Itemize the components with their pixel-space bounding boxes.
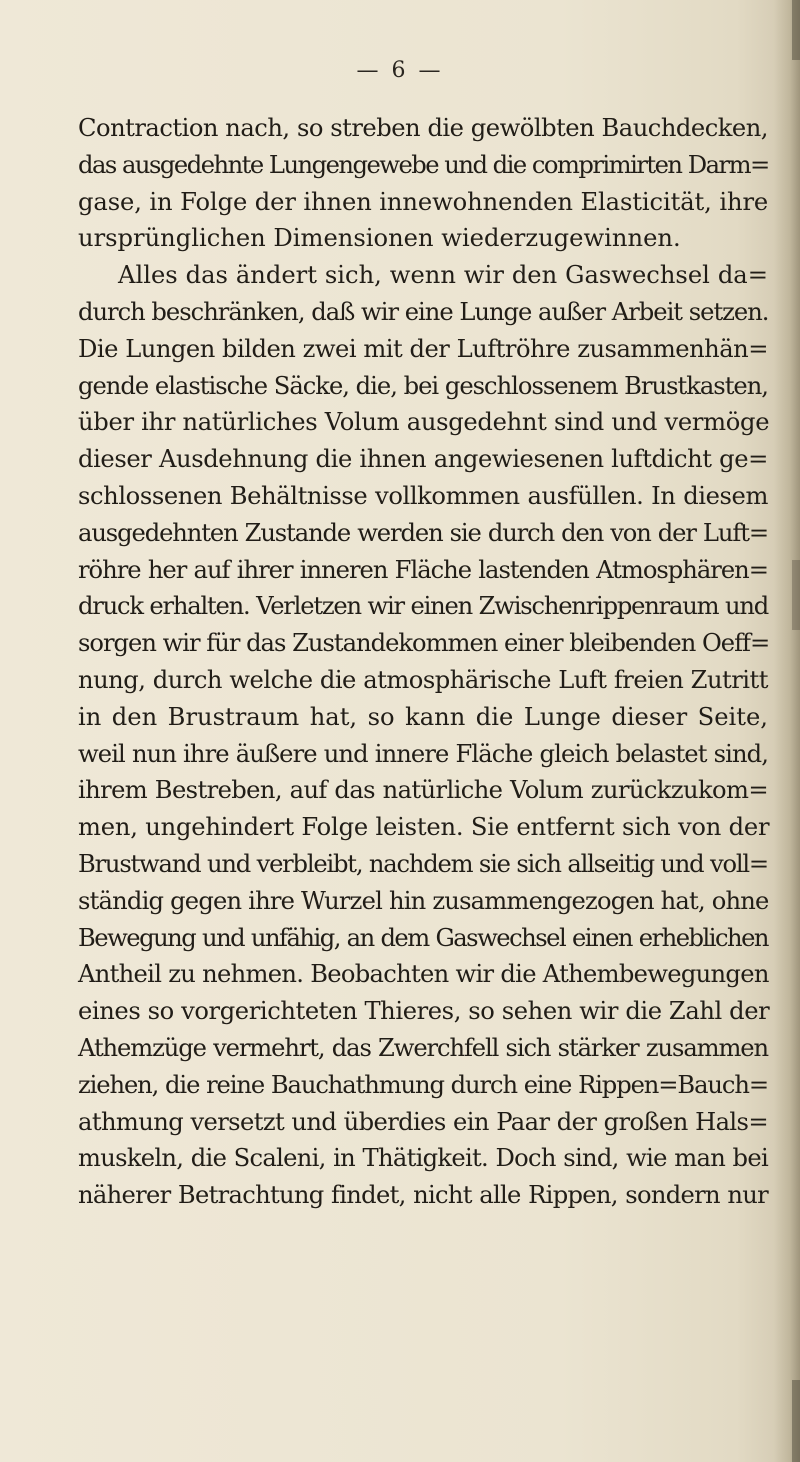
text-line: athmung versetzt und überdies ein Paar der großen Hals= [78, 1107, 768, 1136]
text-line: durch beschränken, daß wir eine Lunge außer Arbeit setzen. [78, 297, 769, 326]
text-line: ausgedehnten Zustande werden sie durch den von der Luft= [78, 518, 768, 547]
text-line: sorgen wir für das Zustandekommen einer bleibenden Oeff= [78, 629, 770, 658]
text-line: ihrem Bestreben, auf das natürliche Volum zurückzukom= [78, 776, 768, 805]
text-line: dieser Ausdehnung die ihnen angewiesenen luftdicht ge= [78, 445, 768, 474]
text-line: eines so vorgerichteten Thieres, so sehen wir die Zahl der [78, 997, 770, 1026]
text-line: das ausgedehnte Lungengewebe und die comprimirten Darm= [78, 150, 769, 179]
text-line: Die Lungen bilden zwei mit der Luftröhre zusammenhän= [78, 334, 768, 363]
text-line: ursprünglichen Dimensionen wiederzugewinnen. [78, 224, 681, 253]
text-line: über ihr natürliches Volum ausgedehnt sind und vermöge [78, 408, 770, 437]
text-line: druck erhalten. Verletzen wir einen Zwischenrippenraum und [78, 592, 768, 621]
text-line: Alles das ändert sich, wenn wir den Gaswechsel da= [118, 261, 768, 290]
text-line: gase, in Folge der ihnen innewohnenden Elasticität, ihre [78, 187, 769, 216]
text-line: ständig gegen ihre Wurzel hin zusammengezogen hat, ohne [78, 886, 769, 915]
edge-mark [792, 560, 800, 630]
text-line: men, ungehindert Folge leisten. Sie entfernt sich von der [78, 813, 770, 842]
text-line: näherer Betrachtung findet, nicht alle Rippen, sondern nur [78, 1181, 768, 1210]
text-line: Brustwand und verbleibt, nachdem sie sich allseitig und voll= [78, 849, 768, 878]
text-line: in den Brustraum hat, so kann die Lunge dieser Seite, [78, 702, 768, 731]
text-line: nung, durch welche die atmosphärische Luft freien Zutritt [78, 665, 768, 694]
text-line: gende elastische Säcke, die, bei geschlossenem Brustkasten, [78, 371, 768, 400]
text-line: Antheil zu nehmen. Beobachten wir die Athembewegungen [78, 960, 769, 989]
edge-mark [792, 1380, 800, 1462]
text-line: röhre her auf ihrer inneren Fläche lastenden Atmosphären= [78, 555, 768, 584]
text-body [78, 110, 768, 1214]
text-line: Bewegung und unfähig, an dem Gaswechsel einen erheblichen [78, 923, 768, 952]
text-line: weil nun ihre äußere und innere Fläche gleich belastet sind, [78, 739, 768, 768]
page-edge-shadow [774, 0, 800, 1462]
page-number: — 6 — [356, 58, 444, 83]
text-line: Athemzüge vermehrt, das Zwerchfell sich stärker zusammen [78, 1033, 768, 1062]
edge-mark [792, 0, 800, 60]
text-line: schlossenen Behältnisse vollkommen ausfüllen. In diesem [78, 481, 768, 510]
text-line: ziehen, die reine Bauchathmung durch eine Rippen=Bauch= [78, 1070, 768, 1099]
text-line: Contraction nach, so streben die gewölbten Bauchdecken, [78, 114, 768, 142]
text-line: muskeln, die Scaleni, in Thätigkeit. Doch sind, wie man bei [78, 1144, 768, 1173]
